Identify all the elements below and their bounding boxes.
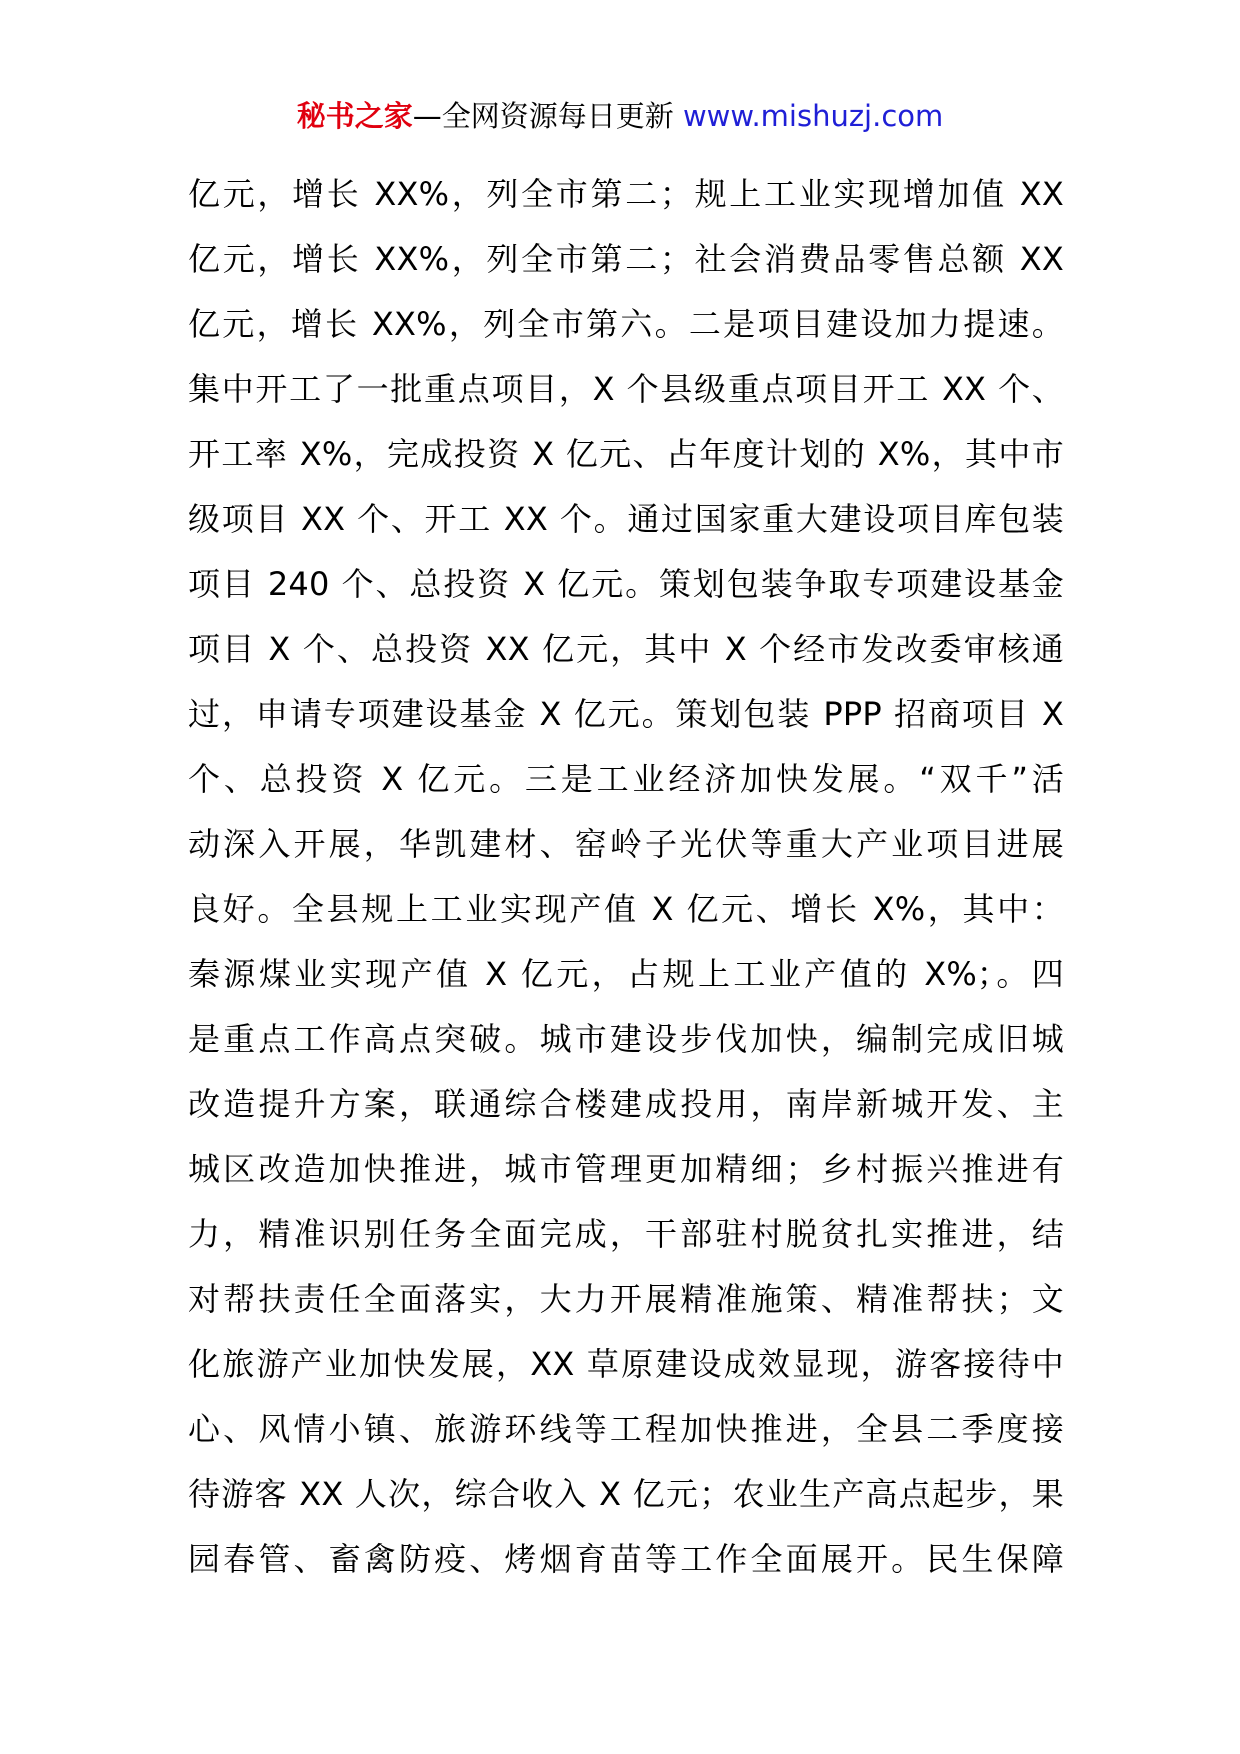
brand-name: 秘书之家 xyxy=(296,99,413,133)
text-line: 城区改造加快推进，城市管理更加精细；乡村振兴推进有 xyxy=(188,1150,1064,1188)
text-line: 项目 X 个、总投资 XX 亿元，其中 X 个经市发改委审核通 xyxy=(188,630,1064,668)
document-body xyxy=(188,162,1064,1592)
text-line: 待游客 XX 人次，综合收入 X 亿元；农业生产高点起步，果 xyxy=(188,1475,1064,1513)
text-line: 开工率 X%，完成投资 X 亿元、占年度计划的 X%，其中市 xyxy=(188,435,1064,473)
banner-tagline: —全网资源每日更新 xyxy=(412,99,683,133)
text-line: 项目 240 个、总投资 X 亿元。策划包装争取专项建设基金 xyxy=(188,565,1064,603)
text-line: 亿元，增长 XX%，列全市第二；规上工业实现增加值 XX xyxy=(188,175,1064,213)
text-line: 秦源煤业实现产值 X 亿元，占规上工业产值的 X%；。四 xyxy=(188,955,1064,993)
text-line: 对帮扶责任全面落实，大力开展精准施策、精准帮扶；文 xyxy=(188,1280,1064,1318)
text-line: 良好。全县规上工业实现产值 X 亿元、增长 X%，其中： xyxy=(188,890,1064,928)
text-line: 集中开工了一批重点项目，X 个县级重点项目开工 XX 个、 xyxy=(188,370,1064,408)
text-line: 园春管、畜禽防疫、烤烟育苗等工作全面展开。民生保障 xyxy=(188,1540,1064,1578)
text-line: 亿元，增长 XX%，列全市第二；社会消费品零售总额 XX xyxy=(188,240,1064,278)
text-line: 是重点工作高点突破。城市建设步伐加快，编制完成旧城 xyxy=(188,1020,1064,1058)
text-line: 力，精准识别任务全面完成，干部驻村脱贫扎实推进，结 xyxy=(188,1215,1064,1253)
text-line: 过，申请专项建设基金 X 亿元。策划包装 PPP 招商项目 X xyxy=(188,695,1064,733)
site-url-link[interactable]: www.mishuzj.com xyxy=(682,99,944,133)
text-line: 动深入开展，华凯建材、窑岭子光伏等重大产业项目进展 xyxy=(188,825,1064,863)
text-line: 级项目 XX 个、开工 XX 个。通过国家重大建设项目库包装 xyxy=(188,500,1064,538)
text-line: 亿元，增长 XX%，列全市第六。二是项目建设加力提速。 xyxy=(188,305,1064,343)
text-line: 化旅游产业加快发展，XX 草原建设成效显现，游客接待中 xyxy=(188,1345,1064,1383)
text-line: 个、总投资 X 亿元。三是工业经济加快发展。“双千”活 xyxy=(188,760,1064,798)
text-line: 心、风情小镇、旅游环线等工程加快推进，全县二季度接 xyxy=(188,1410,1064,1448)
text-line: 改造提升方案，联通综合楼建成投用，南岸新城开发、主 xyxy=(188,1085,1064,1123)
site-banner xyxy=(0,96,1240,136)
